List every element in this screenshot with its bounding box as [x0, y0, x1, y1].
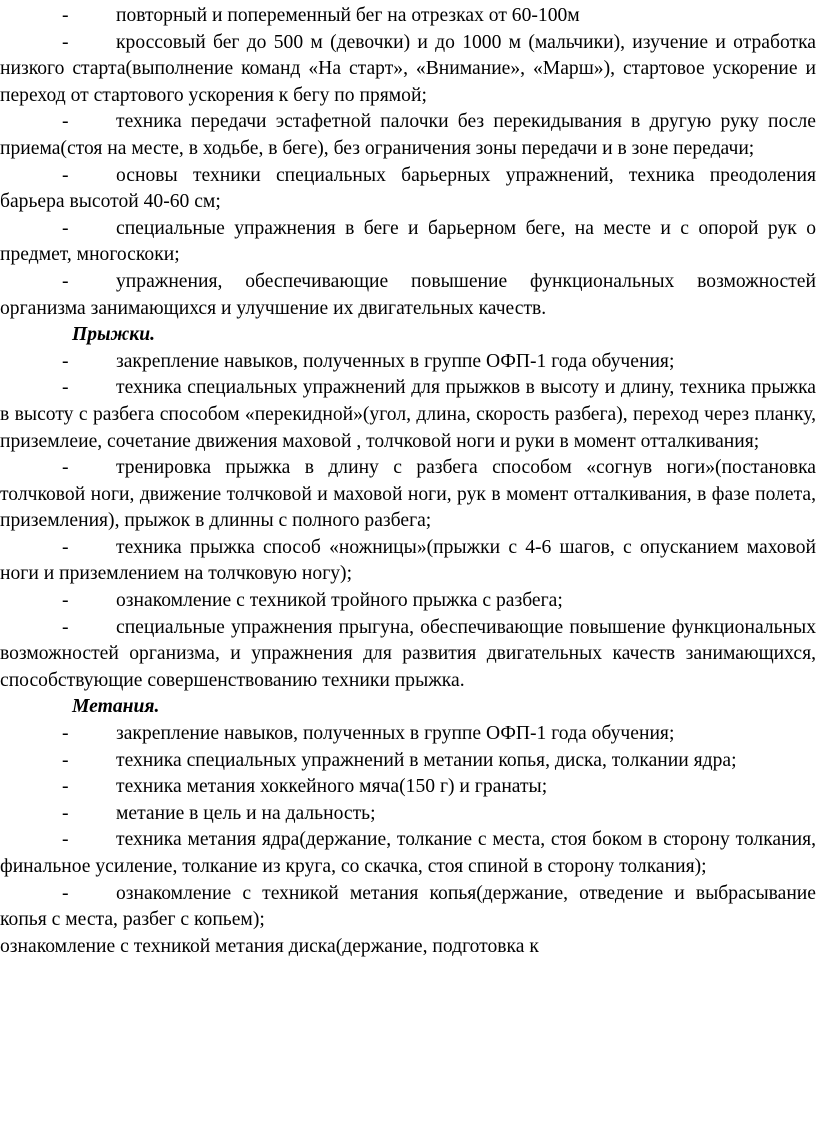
- list-dash: -: [62, 616, 69, 638]
- list-item-text: тренировка прыжка в длину с разбега способом «согнув ноги»(постановка толчковой ноги, движение толчковой и маховой ноги, рук в момент отталкивания, в фазе полета, приземления), прыжок в длинны с полного разбега;: [0, 457, 816, 532]
- list-item: [0, 588, 816, 615]
- list-dash: -: [62, 164, 69, 186]
- list-dash: -: [62, 5, 69, 26]
- list-dash: -: [62, 377, 69, 399]
- list-item: [0, 748, 816, 775]
- list-item: [0, 774, 816, 801]
- list-dash: -: [62, 350, 69, 372]
- list-item-text: ознакомление с техникой тройного прыжка с разбега;: [116, 590, 563, 612]
- list-item-text: специальные упражнения в беге и барьерном беге, на месте и с опорой рук о предмет, многоскоки;: [0, 217, 816, 266]
- list-dash: -: [62, 802, 69, 824]
- list-item: [0, 109, 816, 162]
- list-dash: -: [62, 31, 69, 53]
- list-dash: -: [62, 217, 69, 239]
- list-item-text: специальные упражнения прыгуна, обеспечивающие повышение функциональных возможностей организма, и упражнения для развития двигательных качеств занимающихся, способствующие совершенствованию техники прыжка.: [0, 616, 816, 691]
- list-item: [0, 721, 816, 748]
- paragraph-text: ознакомление с техникой метания диска(держание, подготовка к: [0, 935, 539, 957]
- list-item-text: основы техники специальных барьерных упражнений, техника преодоления барьера высотой 40-60 см;: [0, 164, 816, 213]
- list-item: [0, 615, 816, 695]
- section-heading-jumps: Прыжки.: [72, 324, 156, 346]
- list-item: [0, 3, 816, 30]
- list-item-text: техника специальных упражнений в метании копья, диска, толкании ядра;: [116, 749, 737, 771]
- list-dash: -: [62, 111, 69, 133]
- list-dash: -: [62, 723, 69, 745]
- list-item: [0, 163, 816, 216]
- list-dash: -: [62, 829, 69, 851]
- list-dash: -: [62, 536, 69, 558]
- list-item-text: ознакомление с техникой метания копья(держание, отведение и выбрасывание копья с места, разбег с копьем);: [0, 882, 816, 931]
- list-item-text: упражнения, обеспечивающие повышение функциональных возможностей организма занимающихся и улучшение их двигательных качеств.: [0, 270, 816, 319]
- list-item-text: техника прыжка способ «ножницы»(прыжки с 4-6 шагов, с опусканием маховой ноги и приземлением на толчковую ногу);: [0, 536, 816, 585]
- list-item-text: техника передачи эстафетной палочки без перекидывания в другую руку после приема(стоя на месте, в ходьбе, в беге), без ограничения зоны передачи и в зоне передачи;: [0, 111, 816, 159]
- list-item-text: закрепление навыков, полученных в группе ОФП-1 года обучения;: [116, 350, 675, 372]
- list-dash: -: [62, 749, 69, 771]
- list-item: [0, 349, 816, 376]
- list-item-text: закрепление навыков, полученных в группе ОФП-1 года обучения;: [116, 723, 675, 745]
- list-item: [0, 827, 816, 880]
- list-item-text: техника метания ядра(держание, толкание с места, стоя боком в сторону толкания, финальное усиление, толкание из круга, со скачка, стоя спиной в сторону толкания);: [0, 829, 816, 877]
- list-item: [0, 801, 816, 828]
- list-item-text: техника метания хоккейного мяча(150 г) и гранаты;: [116, 776, 548, 798]
- list-item: [0, 535, 816, 588]
- list-item: [0, 216, 816, 269]
- list-dash: -: [62, 882, 69, 904]
- list-item: [0, 269, 816, 322]
- list-item: [0, 455, 816, 535]
- list-dash: -: [62, 590, 69, 612]
- list-dash: -: [62, 457, 69, 479]
- list-item-text: повторный и попеременный бег на отрезках от 60-100м: [116, 5, 580, 26]
- list-dash: -: [62, 270, 69, 292]
- list-item-text: техника специальных упражнений для прыжков в высоту и длину, техника прыжка в высоту с разбега способом «перекидной»(угол, длина, скорость разбега), переход через планку, приземлеие, сочетание движения маховой , толчковой ноги и руки в момент отталкивания;: [0, 377, 816, 452]
- list-item: [0, 881, 816, 934]
- section-heading-throws: Метания.: [72, 696, 160, 718]
- list-item-text: метание в цель и на дальность;: [116, 802, 376, 824]
- list-item: [0, 30, 816, 110]
- list-dash: -: [62, 776, 69, 798]
- list-item: [0, 375, 816, 455]
- list-item-text: кроссовый бег до 500 м (девочки) и до 1000 м (мальчики), изучение и отработка низкого старта(выполнение команд «На старт», «Внимание», «Марш»), стартовое ускорение и переход от стартового ускорения к бегу по прямой;: [0, 31, 816, 106]
